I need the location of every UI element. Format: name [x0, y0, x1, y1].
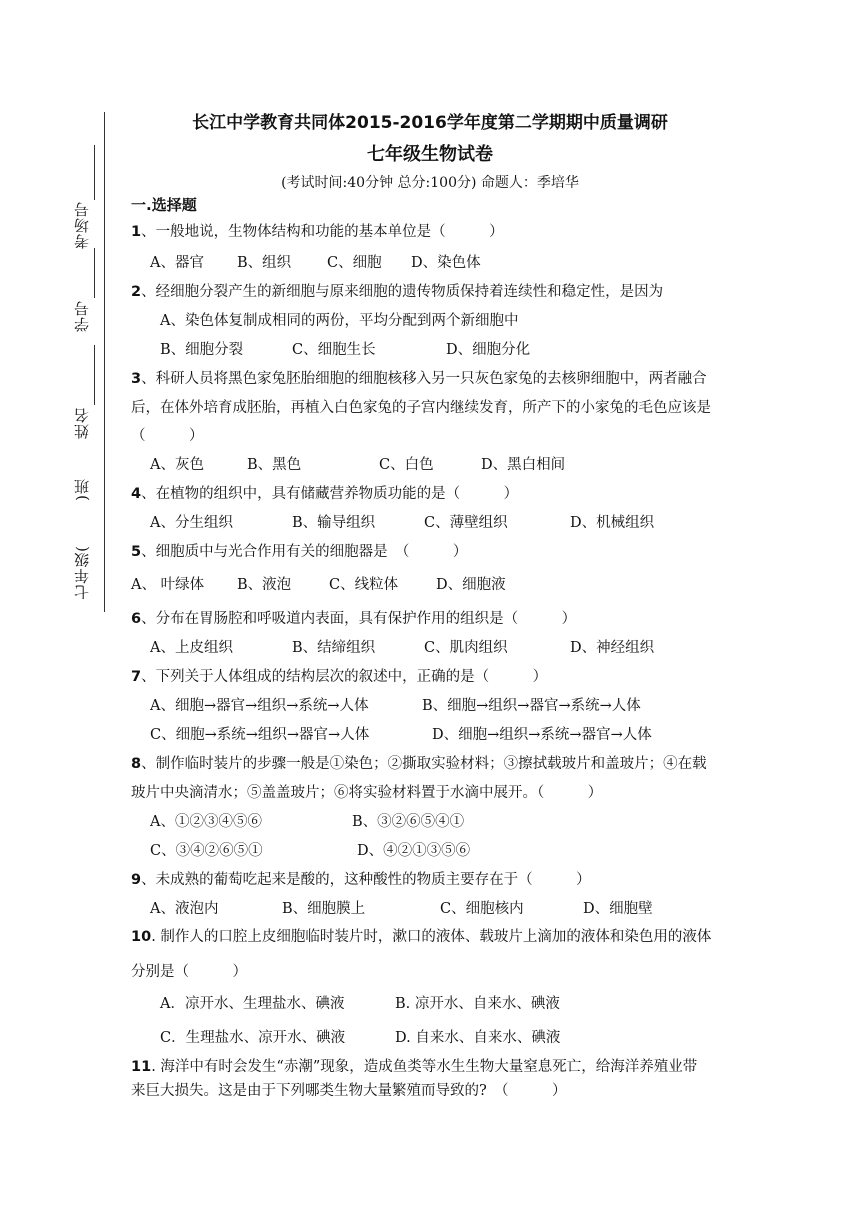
question-3-option-4: D、黑白相间: [481, 457, 566, 473]
exam-subject-title: 七年级生物试卷: [367, 144, 493, 165]
question-9-option-4: D、细胞壁: [583, 901, 653, 917]
question-number-separator: 、: [141, 544, 156, 560]
question-7-option-1: A、细胞→器官→组织→系统→人体: [150, 698, 369, 714]
question-number-separator: 、: [141, 611, 156, 627]
section-title: 一.选择题: [131, 196, 197, 214]
question-number: 7: [131, 669, 142, 685]
question-number: 1: [131, 224, 142, 240]
question-number: 8: [131, 756, 142, 772]
question-text: 经细胞分裂产生的新细胞与原来细胞的遗传物质保持着连续性和稳定性，是因为: [155, 284, 664, 300]
question-number: 9: [131, 872, 142, 888]
question-7-line-1: [131, 667, 547, 687]
name-field: [64, 345, 104, 445]
question-5-option-2: B、液泡: [237, 577, 292, 593]
question-5-option-3: C、线粒体: [329, 577, 399, 593]
question-1-line-1: [131, 222, 504, 242]
question-4-option-1: A、分生组织: [150, 515, 233, 531]
question-5-option-1: A、 叶绿体: [131, 577, 205, 593]
student-no-label: 学号: [73, 300, 91, 332]
question-6-option-3: C、肌肉组织: [424, 640, 508, 656]
question-11-line-1: [131, 1057, 697, 1077]
question-10-option-1: A．凉开水、生理盐水、碘液: [160, 996, 345, 1012]
exam-info: (考试时间:40分钟 总分:100分) 命题人：季培华: [281, 175, 579, 191]
question-number-separator: .: [151, 1059, 161, 1075]
question-text: 在植物的组织中，具有储藏营养物质功能的是（ ）: [155, 486, 519, 502]
question-text: 海洋中有时会发生“赤潮”现象，造成鱼类等水生生物大量窒息死亡，给海洋养殖业带: [160, 1059, 698, 1075]
question-6-line-1: [131, 609, 576, 629]
question-3-option-2: B、黑色: [247, 457, 302, 473]
question-9-line-1: [131, 870, 591, 890]
question-10-line-2: [131, 962, 247, 982]
question-text: 分别是（ ）: [131, 964, 247, 980]
question-5-option-4: D、细胞液: [436, 577, 506, 593]
question-number: 5: [131, 544, 142, 560]
grade-field: [64, 545, 104, 605]
question-1-option-2: B、组织: [237, 255, 292, 271]
question-2-option-2: B、细胞分裂: [160, 342, 244, 358]
question-3-line-3: [131, 426, 204, 446]
question-9-option-3: C、细胞核内: [440, 901, 524, 917]
question-text: 下列关于人体组成的结构层次的叙述中，正确的是（ ）: [155, 669, 548, 685]
question-11-line-2: [131, 1081, 567, 1101]
question-3-option-3: C、白色: [379, 457, 434, 473]
question-text: 制作临时装片的步骤一般是①染色；②撕取实验材料；③擦拭载玻片和盖玻片；④在载: [155, 756, 707, 772]
question-8-line-2: [131, 783, 602, 803]
question-10-option-3: C．生理盐水、凉开水、碘液: [160, 1030, 346, 1046]
question-text: 一般地说，生物体结构和功能的基本单位是（ ）: [155, 224, 504, 240]
question-2-option-4: D、细胞分化: [446, 342, 531, 358]
question-text: 分布在胃肠腔和呼吸道内表面，具有保护作用的组织是（ ）: [155, 611, 577, 627]
question-number-separator: 、: [141, 872, 156, 888]
question-number: 3: [131, 371, 142, 387]
question-number-separator: 、: [141, 486, 156, 502]
question-8-option-2: B、③②⑥⑤④①: [352, 814, 465, 830]
question-3-option-1: A、灰色: [150, 457, 204, 473]
question-number-separator: .: [151, 929, 161, 945]
question-1-option-3: C、细胞: [327, 255, 382, 271]
grade-label: 七年级(: [73, 545, 91, 600]
name-label: 姓名: [73, 407, 91, 439]
question-9-option-2: B、细胞膜上: [282, 901, 366, 917]
exam-title: 长江中学教育共同体2015-2016学年度第二学期期中质量调研: [192, 113, 668, 133]
question-6-option-1: A、上皮组织: [150, 640, 233, 656]
question-text: 玻片中央滴清水；⑤盖盖玻片；⑥将实验材料置于水滴中展开。（ ）: [131, 785, 603, 801]
student-no-field: [64, 248, 104, 338]
question-7-option-4: D、细胞→组织→系统→器官→人体: [432, 727, 652, 743]
question-8-option-1: A、①②③④⑤⑥: [150, 814, 262, 830]
question-3-line-1: [131, 369, 707, 389]
student-no-underline: [94, 248, 95, 298]
question-text: （ ）: [131, 428, 204, 444]
question-text: 细胞质中与光合作用有关的细胞器是 （ ）: [155, 544, 468, 560]
question-4-line-1: [131, 484, 518, 504]
name-underline: [94, 345, 95, 405]
question-number-separator: 、: [141, 224, 156, 240]
question-6-option-4: D、神经组织: [570, 640, 655, 656]
question-10-option-4: D. 自来水、自来水、碘液: [395, 1030, 561, 1046]
question-8-line-1: [131, 754, 707, 774]
question-1-option-4: D、染色体: [411, 255, 481, 271]
question-number-separator: 、: [141, 669, 156, 685]
question-4-option-3: C、薄壁组织: [424, 515, 508, 531]
exam-room-label: 考场号: [73, 201, 91, 249]
question-number: 11: [131, 1059, 152, 1075]
question-5-line-1: [131, 542, 467, 562]
question-10-line-1: [131, 927, 711, 947]
class-label: )班: [73, 478, 91, 501]
question-number-separator: 、: [141, 756, 156, 772]
class-field: [64, 478, 104, 508]
question-4-option-4: D、机械组织: [570, 515, 655, 531]
question-text: 科研人员将黑色家兔胚胎细胞的细胞核移入另一只灰色家兔的去核卵细胞中，两者融合: [155, 371, 707, 387]
question-2-line-1: [131, 282, 663, 302]
question-number: 4: [131, 486, 142, 502]
question-7-option-2: B、细胞→组织→器官→系统→人体: [422, 698, 641, 714]
question-number: 10: [131, 929, 152, 945]
question-text: 后，在体外培育成胚胎，再植入白色家兔的子宫内继续发育，所产下的小家兔的毛色应该是: [131, 400, 711, 416]
question-8-option-4: D、④②①③⑤⑥: [357, 843, 471, 859]
question-number: 2: [131, 284, 142, 300]
question-text: 制作人的口腔上皮细胞临时装片时，漱口的液体、载玻片上滴加的液体和染色用的液体: [160, 929, 712, 945]
question-10-option-2: B. 凉开水、自来水、碘液: [395, 996, 560, 1012]
question-number: 6: [131, 611, 142, 627]
question-number-separator: 、: [141, 371, 156, 387]
question-1-option-1: A、器官: [150, 255, 204, 271]
question-4-option-2: B、输导组织: [292, 515, 376, 531]
question-text: 来巨大损失。这是由于下列哪类生物大量繁殖而导致的? （ ）: [131, 1083, 567, 1099]
question-9-option-1: A、液泡内: [150, 901, 219, 917]
question-6-option-2: B、结缔组织: [292, 640, 376, 656]
question-text: 未成熟的葡萄吃起来是酸的，这种酸性的物质主要存在于（ ）: [155, 872, 591, 888]
question-number-separator: 、: [141, 284, 156, 300]
question-2-option-1: A、染色体复制成相同的两份，平均分配到两个新细胞中: [160, 313, 519, 329]
question-3-line-2: [131, 398, 711, 418]
question-2-option-3: C、细胞生长: [292, 342, 376, 358]
question-7-option-3: C、细胞→系统→组织→器官→人体: [150, 727, 370, 743]
question-8-option-3: C、③④②⑥⑤①: [150, 843, 263, 859]
